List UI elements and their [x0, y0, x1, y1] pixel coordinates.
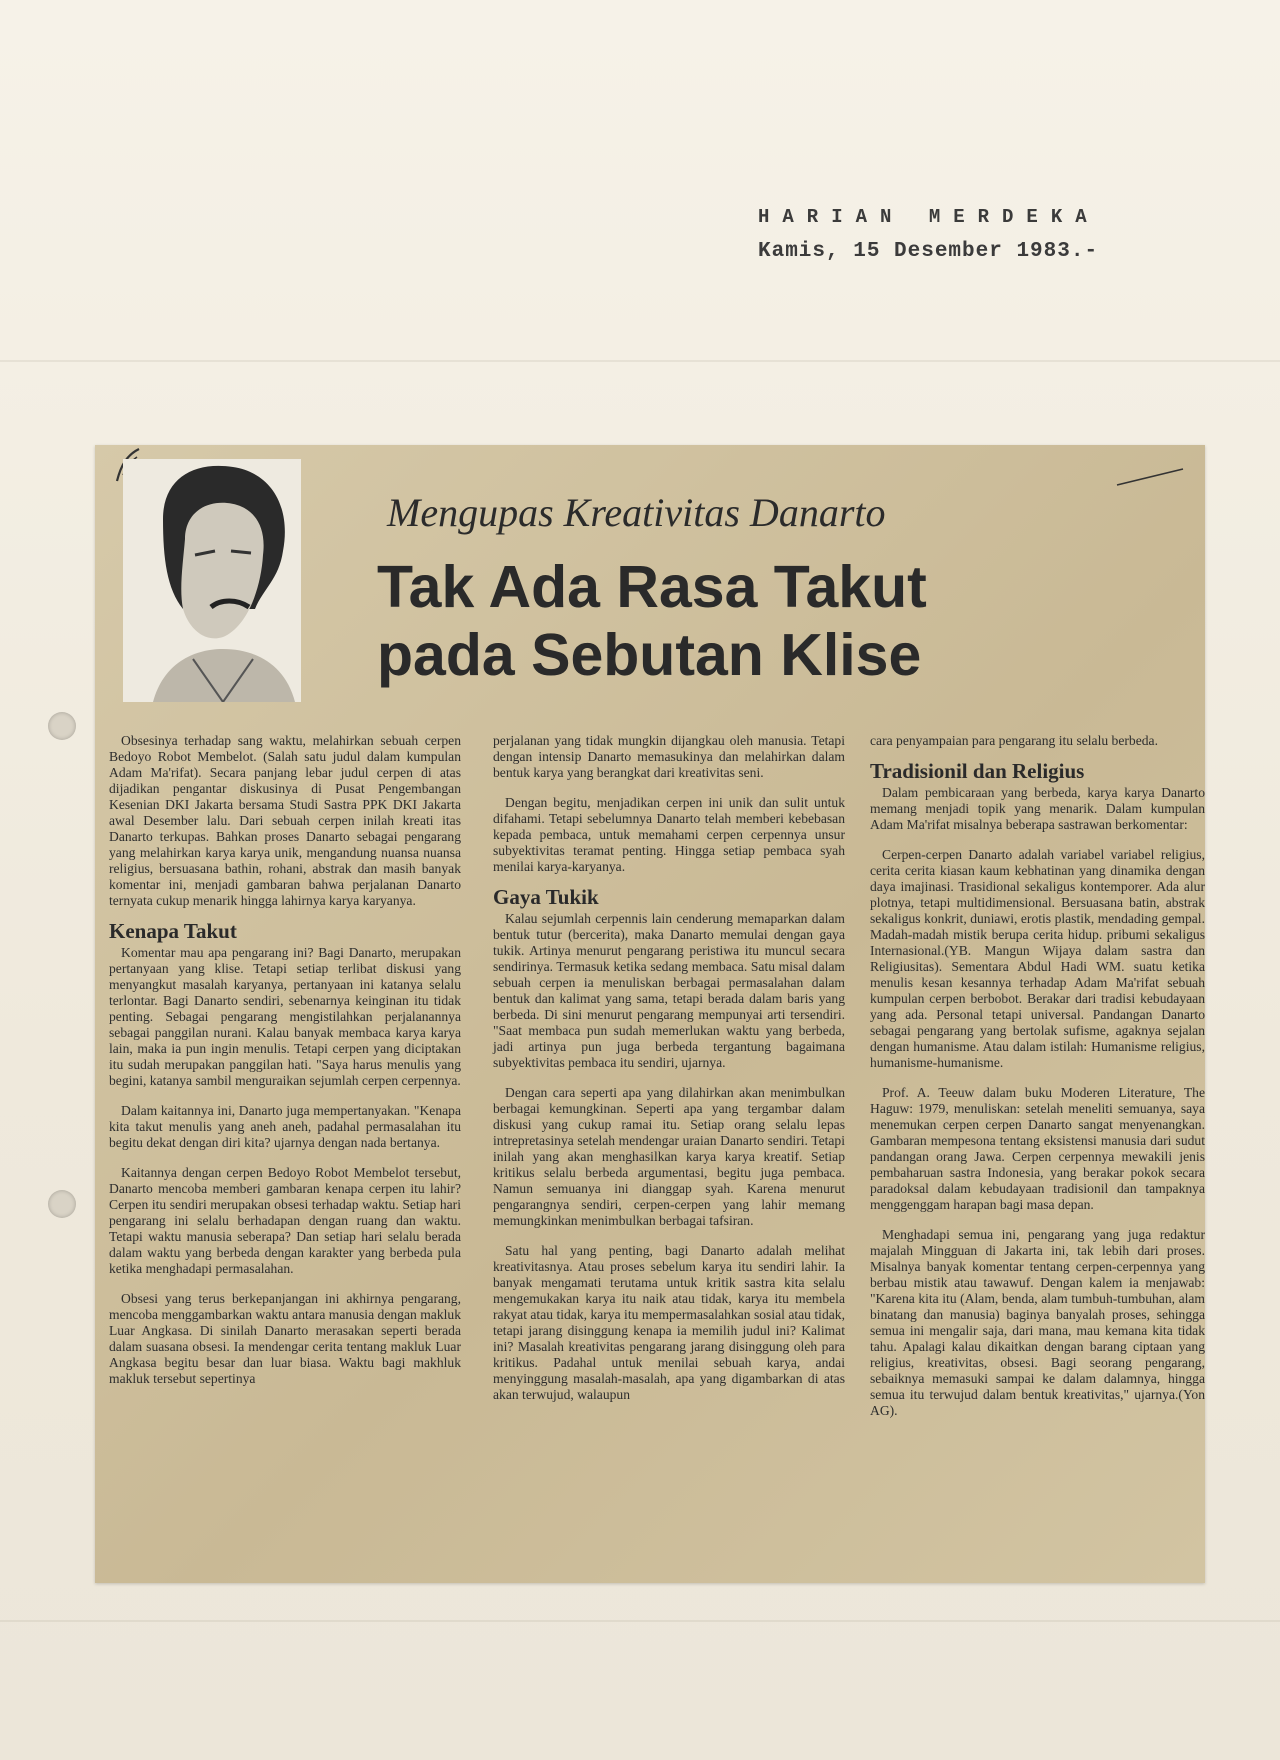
typed-header: [758, 206, 1198, 263]
article-column-1: [109, 733, 461, 1401]
paragraph: Dalam pembicaraan yang berbeda, karya karya Danarto memang menjadi topik yang menarik. Dalam kumpulan Adam Ma'rifat misalnya beberapa sastrawan berkomentar:: [870, 785, 1205, 832]
paper-fold-line: [0, 360, 1280, 362]
newspaper-clipping: [95, 445, 1205, 1583]
article-kicker: Mengupas Kreativitas Danarto: [387, 490, 886, 535]
section-heading: Kenapa Takut: [109, 919, 237, 943]
paragraph: Komentar mau apa pengarang ini? Bagi Danarto, merupakan pertanyaan yang klise. Tetapi setiap terlibat diskusi yang menyangkut masalah karyanya, pertanyaan ini katanya selalu terlontar. Bagi Danarto sendiri, sebenarnya keinginan itu tidak penting. Sebagai pengarang mengistilahkan perjalanannya sebagai panggilan nurani. Kalau banyak membaca karya karya lain, maka ia pun ingin menulis. Tetapi cerpen yang diciptakan itu sudah merupakan panggilan hati. "Saya harus menulis yang begini, katanya sambil menguraikan sejumlah cerpen cerpennya.: [109, 945, 461, 1088]
paragraph: Dalam kaitannya ini, Danarto juga mempertanyakan. "Kenapa kita takut menulis yang aneh aneh, padahal permasalahan itu begitu dekat dengan diri kita? ujarnya dengan nada bertanya.: [109, 1103, 461, 1150]
article-column-3: [870, 733, 1205, 1433]
paragraph: perjalanan yang tidak mungkin dijangkau oleh manusia. Tetapi dengan intensip Danarto memasukinya dan melahirkan dalam bentuk karya yang berangkat dari kreativitas seni.: [493, 733, 845, 780]
paragraph: Kaitannya dengan cerpen Bedoyo Robot Membelot tersebut, Danarto mencoba memberi gambaran kenapa cerpen itu lahir? Cerpen itu sendiri merupakan obsesi terhadap waktu. Setiap hari pengarang ini selalu berhadapan dengan ruang dan waktu. Tetapi waktu manusia seberapa? Dan setiap hari selalu berada dalam waktu yang berbeda dengan karakter yang berbeda pula ketika menghadapi permasalahan.: [109, 1165, 461, 1276]
section-heading: Gaya Tukik: [493, 885, 599, 909]
portrait-photo-icon: [123, 459, 301, 702]
paragraph: Menghadapi semua ini, pengarang yang juga redaktur majalah Mingguan di Jakarta ini, tak lebih dari proses. Misalnya banyak komentar tentang cerpen-cerpennya yang berbau mistik atau tawawuf. Dengan kalem ia menjawab: "Karena kita itu (Alam, benda, alam tumbuh-tumbuhan, alam binatang dan manusia) baginya banyalah proses, sehingga semua ini mengalir saja, dari mana, mau kemana kita tidak tahu. Apalagi kalau dikaitkan dengan barang ciptaan yang religius, kreativitas, obsesi. Bagi seorang pengarang, sebaiknya memasuki sampai ke dalam dalamnya, hingga semua itu terwujud dalam bentuk kreativitas," ujarnya.(Yon AG).: [870, 1227, 1205, 1418]
headline-line: Tak Ada Rasa Takut: [377, 554, 927, 620]
pen-stroke-icon: [1115, 467, 1185, 487]
newspaper-name: HARIAN MERDEKA: [758, 206, 1100, 228]
section-heading: Tradisionil dan Religius: [870, 759, 1085, 783]
punch-hole: [48, 1190, 76, 1218]
paragraph: Satu hal yang penting, bagi Danarto adalah melihat kreativitasnya. Atau proses sebelum karya itu sendiri lahir. Ia banyak mengamati terutama untuk kritik sastra kita selalu mengemukakan karya itu naik atau tidak, karya itu membela rakyat atau tidak, karya itu mempermasalahkan sosial atau tidak, tetapi jarang disinggung kenapa ia memilih judul ini? Kalimat ini? Masalah kreativitas pengarang jarang disinggung oleh para kritikus. Padahal untuk menilai sebuah karya, andai menyinggung masalah-masalah, apa yang digambarkan di atas akan terwujud, walaupun: [493, 1243, 845, 1402]
headline-line: pada Sebutan Klise: [377, 622, 922, 688]
paragraph: cara penyampaian para pengarang itu selalu berbeda.: [870, 733, 1158, 748]
paragraph: Kalau sejumlah cerpennis lain cenderung memaparkan dalam bentuk tutur (bercerita), maka Danarto memulai dengan gaya tukik. Artinya menurut pengarang peristiwa itu muncul secara sendirinya. Termasuk ketika sedang membaca. Satu misal dalam sebuah cerpen ia menuliskan berbagai permasalahan dalam bentuk dan kalimat yang sama, tetapi berada dalam baris yang berbeda. Di sini menurut pengarang mempunyai arti tersendiri. "Saat membaca pun sudah memerlukan waktu yang berbeda, jadi artinya pun juga berbeda tergantung bagaimana subyektivitas pembaca itu sendiri, ujarnya.: [493, 911, 845, 1070]
punch-hole: [48, 712, 76, 740]
paragraph: Dengan begitu, menjadikan cerpen ini unik dan sulit untuk difahami. Tetapi sebelumnya Danarto telah memberi kebebasan kepada pembaca, untuk memahami cerpen cerpennya unsur subyektivitas teramat penting. Hingga setiap pembaca syah menilai karya-karyanya.: [493, 795, 845, 874]
paper-fold-line: [0, 1620, 1280, 1622]
paragraph: Obsesinya terhadap sang waktu, melahirkan sebuah cerpen Bedoyo Robot Membelot. (Salah satu judul dalam kumpulan Adam Ma'rifat). Secara panjang lebar judul cerpen di atas dijadikan pengantar diskusinya di Pusat Pengembangan Kesenian DKI Jakarta bersama Studi Sastra PPK DKI Jakarta awal Desember lalu. Dari sebuah cerpen inilah kreati itas Danarto terkupas. Bahkan proses Danarto sebagai pengarang yang melahirkan karya karya unik, mengandung nuansa nuansa religius, bersuasana bathin, rohani, abstrak dan masih banyak komentar ini, menjadi gambaran bahwa perjalanan Danarto ternyata cukup menarik hingga lahirnya karya karyanya.: [109, 733, 461, 908]
paragraph: Cerpen-cerpen Danarto adalah variabel variabel religius, cerita cerita kiasan kaum kebhatinan yang dinamika dengan daya imajinasi. Trasidional sekaligus kontemporer. Ada alur plotnya, tetapi multidimensional. Bersuasana batin, abstrak sekaligus konkrit, duniawi, erotis plastik, mendading gempal. Madah-madah mistik berupa cerita hidup. pribumi sekaligus Internasional.(YB. Mangun Wijaya dalam sastra dan Religiusitas). Sementara Abdul Hadi WM. suatu ketika menulis kesan kesannya terhadap Adam Ma'rifat sebuah kumpulan cerpen berbobot. Berakar dari tradisi kebudayaan yang ada. Personal tetapi universal. Pandangan Danarto sebagai pengarang yang bertolak sufisme, agaknya sejalan dengan humanisme. Atau dalam istilah: Humanisme religius, humanisme-humanisme.: [870, 847, 1205, 1070]
publication-date: Kamis, 15 Desember 1983.-: [758, 240, 1099, 263]
article-headline: [377, 553, 1197, 689]
paragraph: Prof. A. Teeuw dalam buku Moderen Literature, The Haguw: 1979, menuliskan: setelah meneliti semuanya, saya menemukan cerpen cerpen Danarto sangat menyenangkan. Gambaran mempesona tentang eksistensi manusia dari sudut pandangan orang Jawa. Cerpen cerpennya mewakili jenis pembaharuan sastra Indonesia, yang berakar pokok secara paradoksal dalam kebudayaan tradisionil dan tampaknya menggenggam harapan bagi masa depan.: [870, 1085, 1205, 1212]
article-column-2: [493, 733, 845, 1417]
paragraph: Dengan cara seperti apa yang dilahirkan akan menimbulkan berbagai kemungkinan. Seperti apa yang tergambar dalam diskusi yang cukup ramai itu. Setiap orang selalu lepas intrepretasinya setelah mendengar uraian Danarto sendiri. Tetapi inilah yang akan menghasilkan karya karya kreatif. Setiap kritikus selalu berbeda argumentasi, begitu juga pembaca. Namun semuanya ini dianggap syah. Karena menurut pengarangnya sendiri, cerpen-cerpen yang lahir memang memungkinkan menimbulkan berbagai tafsiran.: [493, 1085, 845, 1228]
paragraph: Obsesi yang terus berkepanjangan ini akhirnya pengarang, mencoba menggambarkan waktu antara manusia dengan makluk Luar Angkasa. Di sinilah Danarto merasakan seperti berada dalam suasana obsesi. Ia mendengar cerita tentang makluk Luar Angkasa begitu besar dan luar biasa. Waktu bagi makhluk makluk tersebut sepertinya: [109, 1291, 461, 1386]
